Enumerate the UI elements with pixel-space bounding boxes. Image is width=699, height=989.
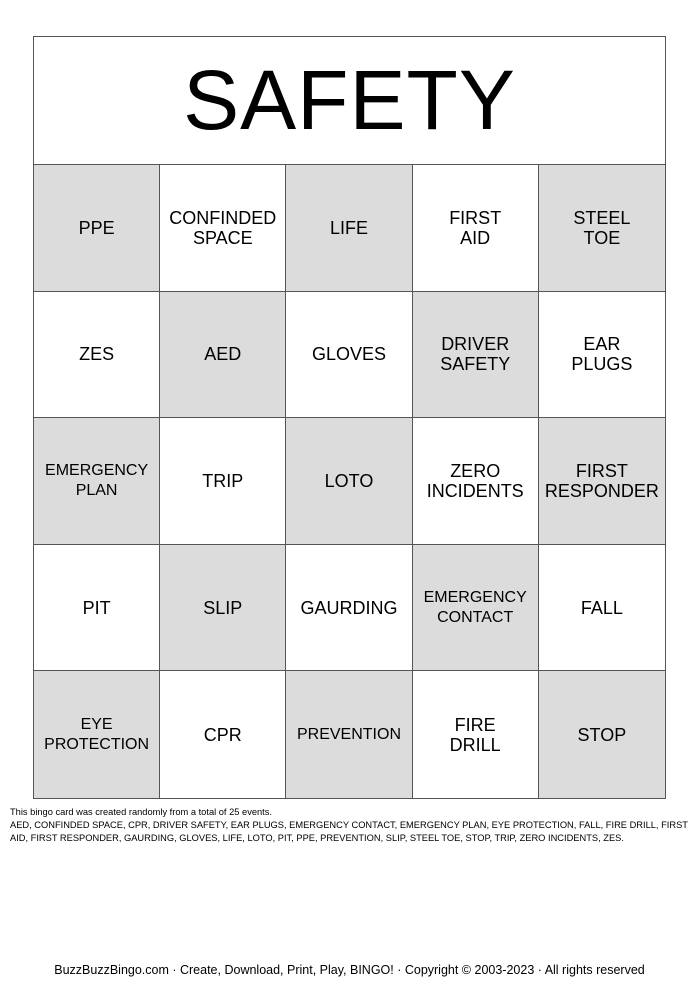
generation-note [10, 806, 690, 845]
bingo-cell: STOP [539, 671, 665, 798]
bingo-cell: EYE PROTECTION [34, 671, 160, 798]
bingo-cell: TRIP [160, 418, 286, 545]
bingo-cell: PPE [34, 165, 160, 292]
bingo-cell: EMERGENCY PLAN [34, 418, 160, 545]
bingo-cell: AED [160, 292, 286, 419]
bingo-cell: FIRST RESPONDER [539, 418, 665, 545]
note-event-list: AED, CONFINDED SPACE, CPR, DRIVER SAFETY, EAR PLUGS, EMERGENCY CONTACT, EMERGENCY PLAN, EYE PROTECTION, FALL, FIRE DRILL, FIRST AID, FIRST RESPONDER, GAURDING, GLOVES, LIFE, LOTO, PIT, PPE, PREVENTION, SLIP, STEEL TOE, STOP, TRIP, ZERO INCIDENTS, ZES. [10, 820, 688, 843]
bingo-cell: CPR [160, 671, 286, 798]
bingo-cell: CONFINDED SPACE [160, 165, 286, 292]
bingo-cell: GLOVES [286, 292, 412, 419]
note-summary: This bingo card was created randomly from a total of 25 events. [10, 807, 272, 817]
bingo-cell: PREVENTION [286, 671, 412, 798]
bingo-cell: EAR PLUGS [539, 292, 665, 419]
bingo-cell: ZERO INCIDENTS [413, 418, 539, 545]
bingo-card [33, 36, 666, 799]
bingo-cell: SLIP [160, 545, 286, 672]
bingo-cell: EMERGENCY CONTACT [413, 545, 539, 672]
bingo-cell: LIFE [286, 165, 412, 292]
bingo-cell: ZES [34, 292, 160, 419]
bingo-grid [34, 165, 665, 798]
bingo-cell: FIRST AID [413, 165, 539, 292]
bingo-cell: FIRE DRILL [413, 671, 539, 798]
bingo-cell: GAURDING [286, 545, 412, 672]
bingo-cell: STEEL TOE [539, 165, 665, 292]
site-footer: BuzzBuzzBingo.com · Create, Download, Print, Play, BINGO! · Copyright © 2003-2023 · All rights reserved [54, 963, 645, 977]
bingo-cell: LOTO [286, 418, 412, 545]
card-title: SAFETY [34, 37, 665, 165]
bingo-cell: FALL [539, 545, 665, 672]
bingo-cell: PIT [34, 545, 160, 672]
bingo-cell: DRIVER SAFETY [413, 292, 539, 419]
